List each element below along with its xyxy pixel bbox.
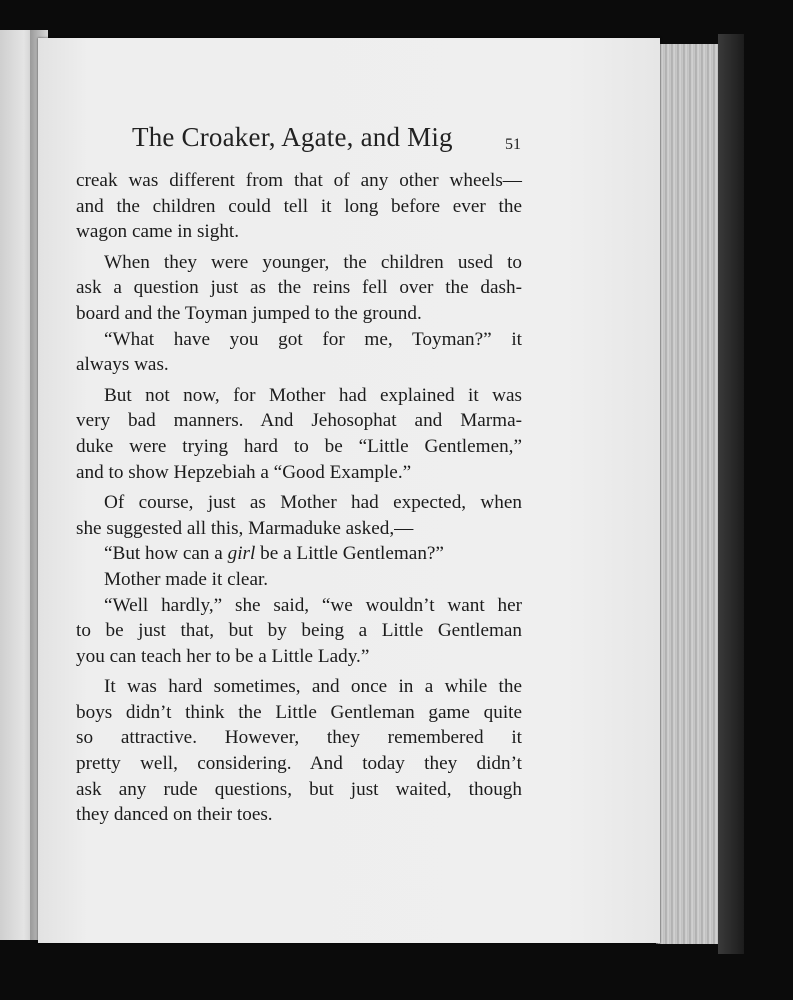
- text-line: and to show Hepzebiah a “Good Example.”: [76, 461, 412, 483]
- text-line: But not now, for Mother had explained it was: [104, 384, 522, 406]
- text-line: very bad manners. And Jehosophat and Marma-: [76, 410, 522, 432]
- book-cover-edge: [718, 34, 744, 954]
- text-line: boys didn’t think the Little Gentleman game quite: [76, 701, 522, 723]
- text-run: “But how can a: [104, 543, 228, 565]
- body-text: [76, 168, 522, 828]
- text-line: to be just that, but by being a Little Gentleman: [76, 620, 522, 642]
- text-line: creak was different from that of any other wheels—: [76, 170, 522, 191]
- text-line: “What have you got for me, Toyman?” it: [104, 328, 522, 350]
- text-line: and the children could tell it long before ever the: [76, 195, 522, 217]
- text-line: When they were younger, the children used to: [104, 251, 522, 273]
- text-line: board and the Toyman jumped to the ground.: [76, 302, 422, 324]
- text-line: you can teach her to be a Little Lady.”: [76, 645, 370, 667]
- text-line: pretty well, considering. And today they didn’t: [76, 753, 522, 775]
- running-head: The Croaker, Agate, and Mig: [132, 122, 453, 152]
- text-line: always was.: [76, 354, 169, 376]
- text-line: Of course, just as Mother had expected, when: [104, 492, 522, 514]
- text-line: “Well hardly,” she said, “we wouldn’t want her: [104, 594, 522, 616]
- text-line: wagon came in sight.: [76, 221, 240, 243]
- text-line: so attractive. However, they remembered it: [76, 727, 522, 749]
- text-line: she suggested all this, Marmaduke asked,—: [76, 517, 414, 539]
- text-line: ask a question just as the reins fell over the dash-: [76, 277, 522, 299]
- text-line: they danced on their toes.: [76, 804, 273, 826]
- text-line: It was hard sometimes, and once in a while the: [104, 676, 522, 698]
- text-run: be a Little Gentleman?”: [255, 543, 444, 565]
- text-line: [76, 541, 522, 567]
- text-line: duke were trying hard to be “Little Gentlemen,”: [76, 435, 522, 457]
- text-line: ask any rude questions, but just waited, though: [76, 778, 522, 800]
- italic-word: girl: [227, 543, 256, 565]
- text-line: Mother made it clear.: [104, 568, 269, 590]
- page-number: 51: [505, 136, 521, 153]
